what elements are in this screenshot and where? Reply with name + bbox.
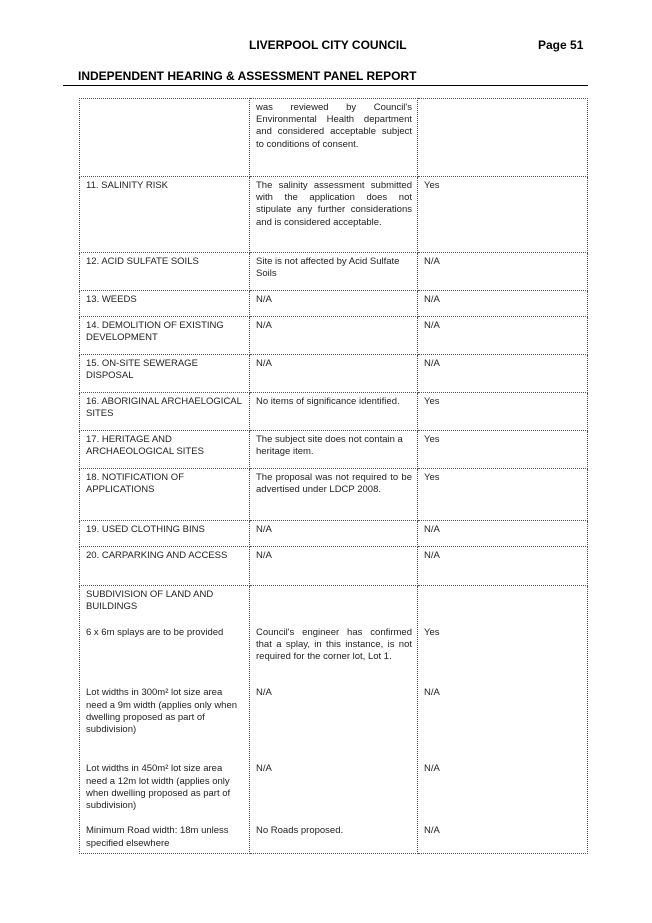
criteria-cell: 18. NOTIFICATION OF APPLICATIONS: [80, 469, 250, 521]
subdivision-comment: Council's engineer has confirmed that a splay, in this instance, is not required for the corner lot, Lot 1.: [256, 627, 412, 663]
subdivision-compliance: N/A: [424, 763, 440, 774]
table-row: [80, 317, 588, 355]
comment-cell: N/A: [250, 547, 418, 586]
table-row: [80, 431, 588, 469]
criteria-cell: [80, 99, 250, 177]
subdivision-compliance: Yes: [424, 627, 440, 638]
compliance-cell: N/A: [418, 253, 588, 291]
comment-cell: The proposal was not required to be advertised under LDCP 2008.: [250, 469, 418, 521]
table-row: [80, 177, 588, 253]
subdivision-comment: N/A: [256, 687, 272, 698]
table-row: [80, 253, 588, 291]
comment-cell: No items of significance identified.: [250, 393, 418, 431]
table-row: [80, 469, 588, 521]
criteria-cell: 11. SALINITY RISK: [80, 177, 250, 253]
compliance-cell: Yes: [418, 431, 588, 469]
criteria-cell: 14. DEMOLITION OF EXISTING DEVELOPMENT: [80, 317, 250, 355]
council-name: LIVERPOOL CITY COUNCIL: [249, 38, 407, 52]
comment-cell: N/A: [250, 355, 418, 393]
assessment-table: [79, 98, 588, 854]
criteria-cell: 12. ACID SULFATE SOILS: [80, 253, 250, 291]
table-row: [80, 393, 588, 431]
subdivision-heading: SUBDIVISION OF LAND AND BUILDINGS: [86, 589, 214, 613]
comment-cell: N/A: [250, 317, 418, 355]
subdivision-compliance: N/A: [424, 687, 440, 698]
criteria-cell: 17. HERITAGE AND ARCHAEOLOGICAL SITES: [80, 431, 250, 469]
comment-cell: N/A: [250, 291, 418, 317]
table-row: [80, 291, 588, 317]
compliance-cell: [418, 99, 588, 177]
subdivision-comment: No Roads proposed.: [256, 825, 344, 836]
subdivision-compliance-cell: [418, 586, 588, 854]
criteria-cell: 15. ON-SITE SEWERAGE DISPOSAL: [80, 355, 250, 393]
criteria-cell: 16. ABORIGINAL ARCHAELOGICAL SITES: [80, 393, 250, 431]
criteria-cell: 13. WEEDS: [80, 291, 250, 317]
compliance-cell: N/A: [418, 547, 588, 586]
report-title: INDEPENDENT HEARING & ASSESSMENT PANEL REPORT: [78, 69, 417, 83]
page-number: Page 51: [538, 38, 584, 52]
compliance-cell: Yes: [418, 469, 588, 521]
comment-cell: The salinity assessment submitted with the application does not stipulate any further considerations and is considered acceptable.: [250, 177, 418, 253]
compliance-cell: Yes: [418, 393, 588, 431]
compliance-cell: Yes: [418, 177, 588, 253]
subdivision-criterion: Lot widths in 450m² lot size area need a 12m lot width (applies only when dwelling proposed as part of subdivision): [86, 763, 231, 812]
subdivision-criterion: 6 x 6m splays are to be provided: [86, 627, 224, 639]
comment-cell: was reviewed by Council's Environmental Health department and considered acceptable subject to conditions of consent.: [250, 99, 418, 177]
compliance-cell: N/A: [418, 291, 588, 317]
table-row: [80, 547, 588, 586]
table-row: [80, 99, 588, 177]
subdivision-criterion: Minimum Road width: 18m unless specified elsewhere: [86, 825, 229, 849]
subdivision-criterion: Lot widths in 300m² lot size area need a 9m width (applies only when dwelling proposed as part of subdivision): [86, 687, 238, 736]
comment-cell: Site is not affected by Acid Sulfate Soils: [250, 253, 418, 291]
subdivision-comment: N/A: [256, 763, 272, 774]
criteria-cell: 20. CARPARKING AND ACCESS: [80, 547, 250, 586]
comment-cell: N/A: [250, 521, 418, 547]
comment-cell: The subject site does not contain a heritage item.: [250, 431, 418, 469]
table-row: [80, 355, 588, 393]
compliance-cell: N/A: [418, 521, 588, 547]
subdivision-row: [80, 586, 588, 854]
table-row: [80, 521, 588, 547]
criteria-cell: 19. USED CLOTHING BINS: [80, 521, 250, 547]
subdivision-criteria-cell: [80, 586, 250, 854]
compliance-cell: N/A: [418, 317, 588, 355]
compliance-cell: N/A: [418, 355, 588, 393]
header-divider: [63, 85, 588, 86]
subdivision-compliance: N/A: [424, 825, 440, 836]
subdivision-comment-cell: [250, 586, 418, 854]
